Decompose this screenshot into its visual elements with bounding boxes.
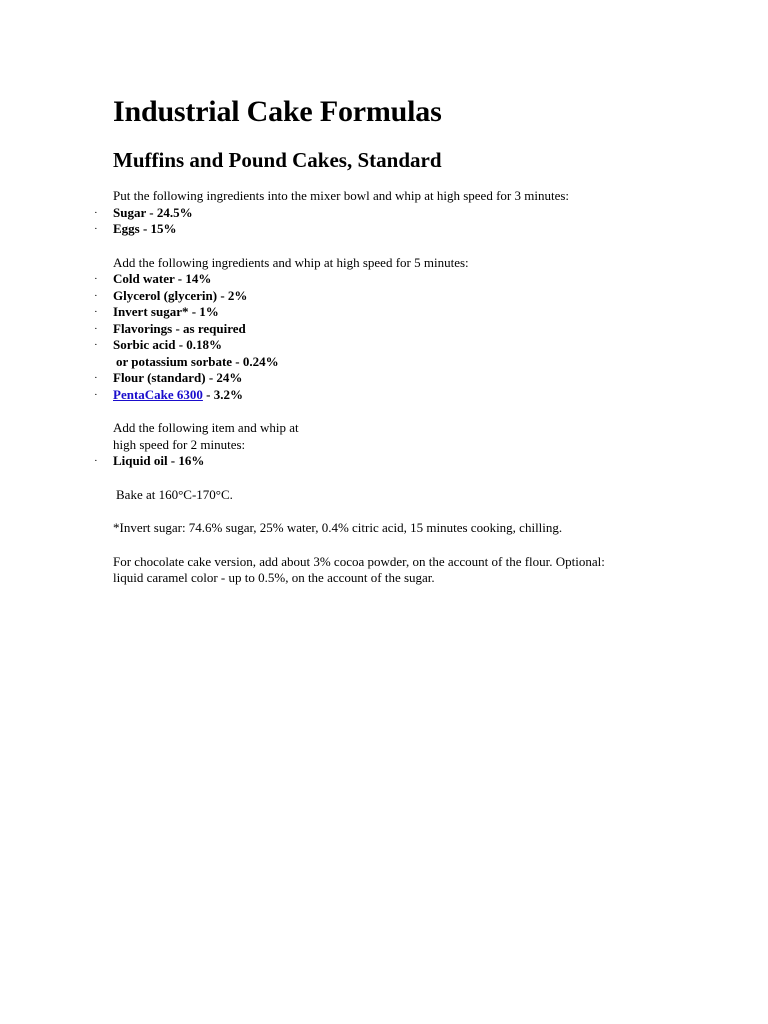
step2-intro: Add the following ingredients and whip at high speed for 5 minutes:: [113, 254, 469, 270]
document-content: [94, 92, 673, 587]
list-item: · Invert sugar* - 1%: [94, 304, 219, 319]
bullet-icon: ·: [94, 223, 98, 235]
step3-ingredient-list: [94, 453, 673, 470]
bullet-icon: ·: [94, 273, 98, 285]
pentacake-link[interactable]: PentaCake 6300: [113, 386, 203, 402]
list-item: · Cold water - 14%: [94, 271, 212, 286]
list-item: · Flour (standard) - 24%: [94, 370, 243, 385]
bullet-icon: ·: [94, 306, 98, 318]
bake-instruction: Bake at 160°C-170°C.: [116, 486, 233, 502]
bullet-icon: ·: [94, 289, 98, 302]
list-item: · Sugar - 24.5%: [94, 204, 193, 220]
pentacake-amount: - 3.2%: [202, 386, 244, 402]
bullet-icon: ·: [94, 372, 98, 384]
list-item: · Flavorings - as required: [94, 320, 246, 336]
bullet-icon: ·: [94, 322, 98, 335]
list-item: · Liquid oil - 16%: [94, 453, 205, 468]
list-item: · Glycerol (glycerin) - 2%: [94, 287, 248, 303]
page-title: Industrial Cake Formulas: [113, 95, 442, 128]
list-item: · Eggs - 15%: [94, 221, 177, 236]
bullet-icon: ·: [94, 388, 98, 401]
chocolate-note-line1: For chocolate cake version, add about 3% cocoa powder, on the account of the flour. Optional:: [113, 553, 605, 569]
chocolate-note-line2: liquid caramel color - up to 0.5%, on the account of the sugar.: [113, 570, 435, 585]
list-item-continuation: or potassium sorbate - 0.24%: [116, 353, 279, 369]
step3-intro-line2: high speed for 2 minutes:: [113, 436, 246, 452]
step1-ingredient-list: [94, 204, 673, 238]
bullet-icon: ·: [94, 206, 98, 219]
list-item: · Sorbic acid - 0.18%: [94, 337, 223, 352]
bullet-icon: ·: [94, 339, 98, 351]
page-subtitle: Muffins and Pound Cakes, Standard: [113, 148, 442, 172]
step3-intro-line1: Add the following item and whip at: [113, 420, 299, 435]
step2-ingredient-list: [94, 271, 673, 403]
bullet-icon: ·: [94, 455, 98, 467]
invert-sugar-footnote: *Invert sugar: 74.6% sugar, 25% water, 0.4% citric acid, 15 minutes cooking, chilling.: [113, 520, 563, 535]
step1-intro: Put the following ingredients into the mixer bowl and whip at high speed for 3 minutes:: [113, 188, 570, 203]
list-item: [94, 386, 673, 404]
